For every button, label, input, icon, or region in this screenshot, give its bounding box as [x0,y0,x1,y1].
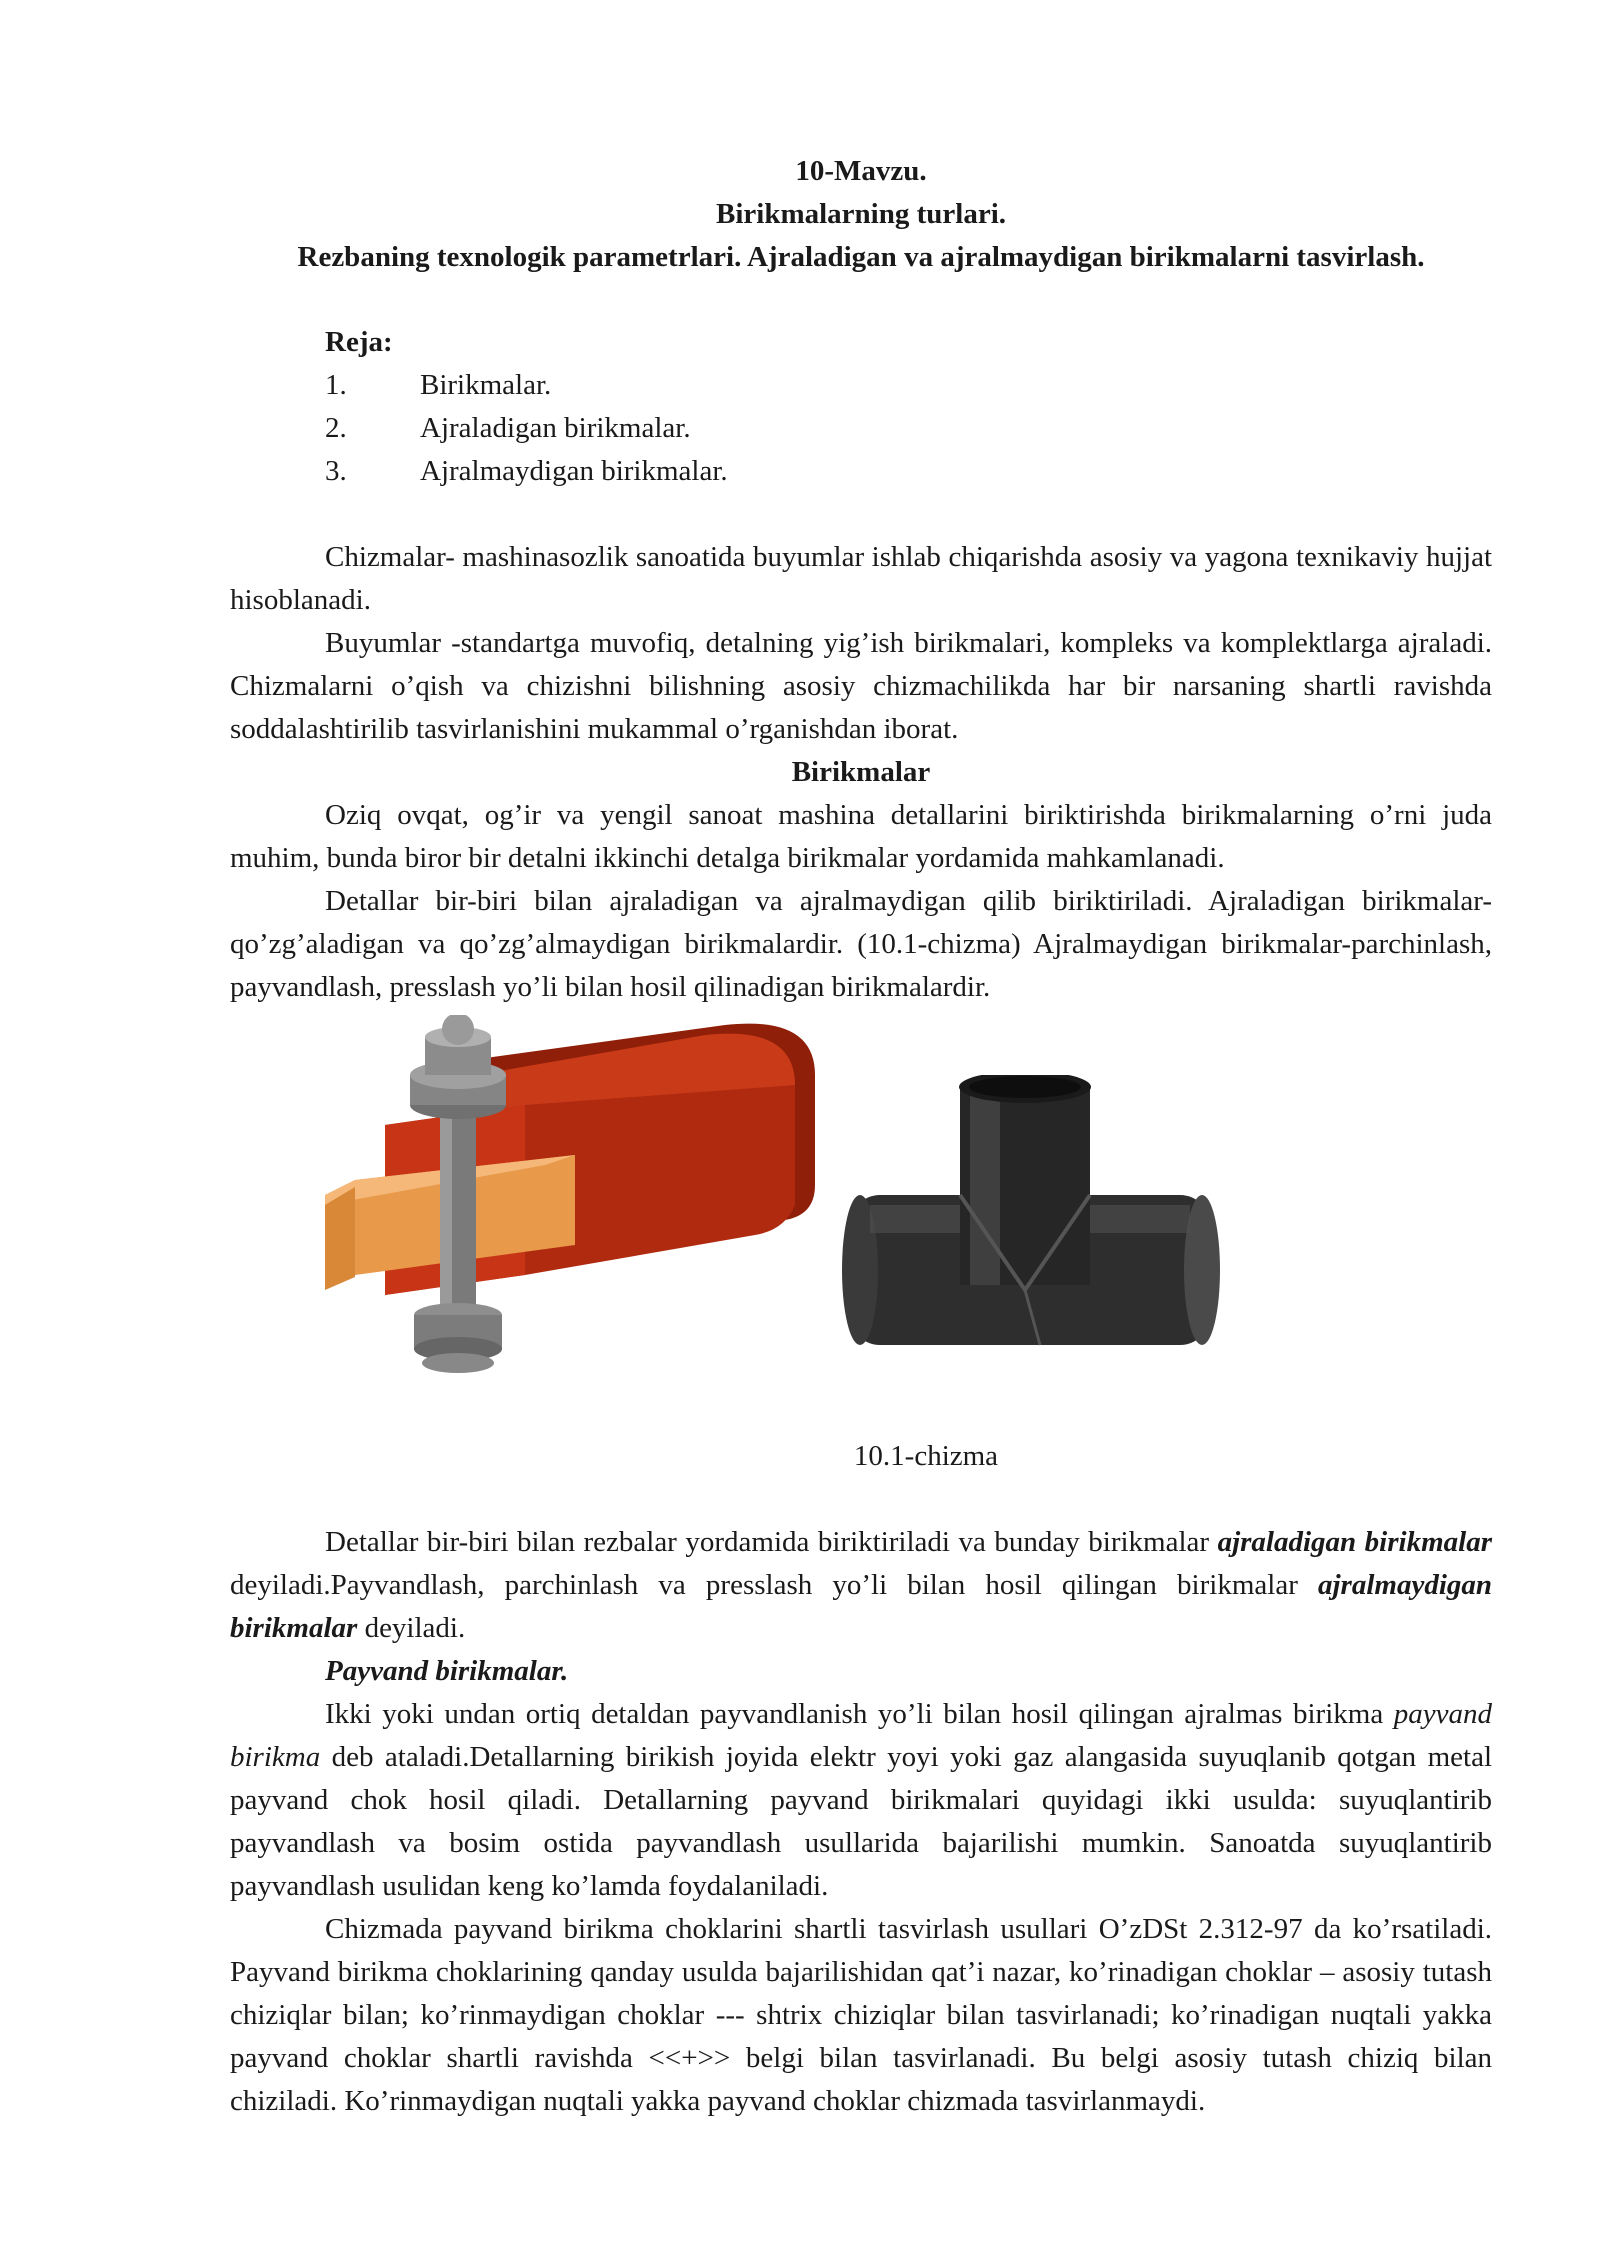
topic-subtitle: Rezbaning texnologik parametrlari. Ajraladigan va ajralmaydigan birikmalarni tasvirlash. [297,241,1425,273]
section-heading: Payvand birikmalar. [325,1655,569,1687]
emphasis-term: ajraladigan birikmalar [1217,1526,1492,1558]
paragraph: Ikki yoki undan ortiq detaldan payvandlanish yo’li bilan hosil qilingan ajralmas birikma payvand birikma deb ataladi.Detallarning birikish joyida elektr yoyi yoki gaz alangasida suyuqlanib qotgan metal payvand chok hosil qiladi. Detallarning payvand birikmalari quyidagi ikki usulda: suyuqlantirib payvandlash va bosim ostida payvandlash usullarida bajarilishi mumkin. Sanoatda suyuqlantirib payvandlash usulidan keng ko’lamda foydalaniladi. [230,1698,1492,1902]
paragraph: Detallar bir-biri bilan rezbalar yordamida biriktiriladi va bunday birikmalar ajraladigan birikmalar deyiladi.Payvandlash, parchinlash va presslash yo’li bilan hosil qilingan birikmalar ajralmaydigan birikmalar deyiladi. [230,1526,1492,1644]
section-heading: Birikmalar [791,756,931,788]
plan-item-text: Ajralmaydigan birikmalar. [420,455,728,487]
italic-term: payvand birikma [230,1698,1492,1773]
paragraph: Buyumlar -standartga muvofiq, detalning yig’ish birikmalari, kompleks va komplektlarga ajraladi. Chizmalarni o’qish va chizishni bilishning asosiy chizmachilikda har bir narsaning shartli ravishda soddalashtirilib tasvirlanishini mukammal o’rganishdan iborat. [230,627,1492,745]
plan-item-number: 2. [325,412,347,444]
plan-item-text: Birikmalar. [420,369,552,401]
plan-item-text: Ajraladigan birikmalar. [420,412,691,444]
plan-title: Reja: [325,326,393,358]
paragraph: Detallar bir-biri bilan ajraladigan va ajralmaydigan qilib biriktiriladi. Ajraladigan birikmalar-qo’zg’aladigan va qo’zg’almaydigan birikmalardir. (10.1-chizma) Ajralmaydigan birikmalar-parchinlash, payvandlash, presslash yo’li bilan hosil qilinadigan birikmalardir. [230,885,1492,1003]
topic-number: 10-Mavzu. [795,155,927,187]
paragraph: Oziq ovqat, og’ir va yengil sanoat mashina detallarini biriktirishda birikmalarning o’rni juda muhim, bunda biror bir detalni ikkinchi detalga birikmalar yordamida mahkamlanadi. [230,799,1492,874]
plan-section [230,321,1492,493]
plan-item [325,407,1492,450]
document-content [230,150,1492,2123]
plan-item [325,450,1492,493]
welded-tee-pipe-illustration [830,1075,1230,1365]
paragraph: Chizmalar- mashinasozlik sanoatida buyumlar ishlab chiqarishda asosiy va yagona texnikaviy hujjat hisoblanadi. [230,541,1492,616]
figure-caption: 10.1-chizma [853,1440,999,1472]
figure-10-1 [230,1015,1492,1435]
plan-item-number: 1. [325,369,347,401]
bolted-joint-illustration [325,1015,825,1385]
plan-item-number: 3. [325,455,347,487]
paragraph: Chizmada payvand birikma choklarini shartli tasvirlash usullari O’zDSt 2.312-97 da ko’rsatiladi. Payvand birikma choklarining qanday usulda bajarilishidan qat’i nazar, ko’rinadigan choklar – asosiy tutash chiziqlar bilan; ko’rinmaydigan choklar --- shtrix chiziqlar bilan tasvirlanadi; ko’rinadigan nuqtali yakka payvand choklar shartli ravishda <<+>> belgi bilan tasvirlanadi. Bu belgi asosiy tutash chiziq bilan chiziladi. Ko’rinmaydigan nuqtali yakka payvand choklar chizmada tasvirlanmaydi. [230,1913,1492,2117]
plan-item [325,364,1492,407]
topic-title: Birikmalarning turlari. [716,198,1006,230]
emphasis-term: ajralmaydigan birikmalar [230,1569,1492,1644]
